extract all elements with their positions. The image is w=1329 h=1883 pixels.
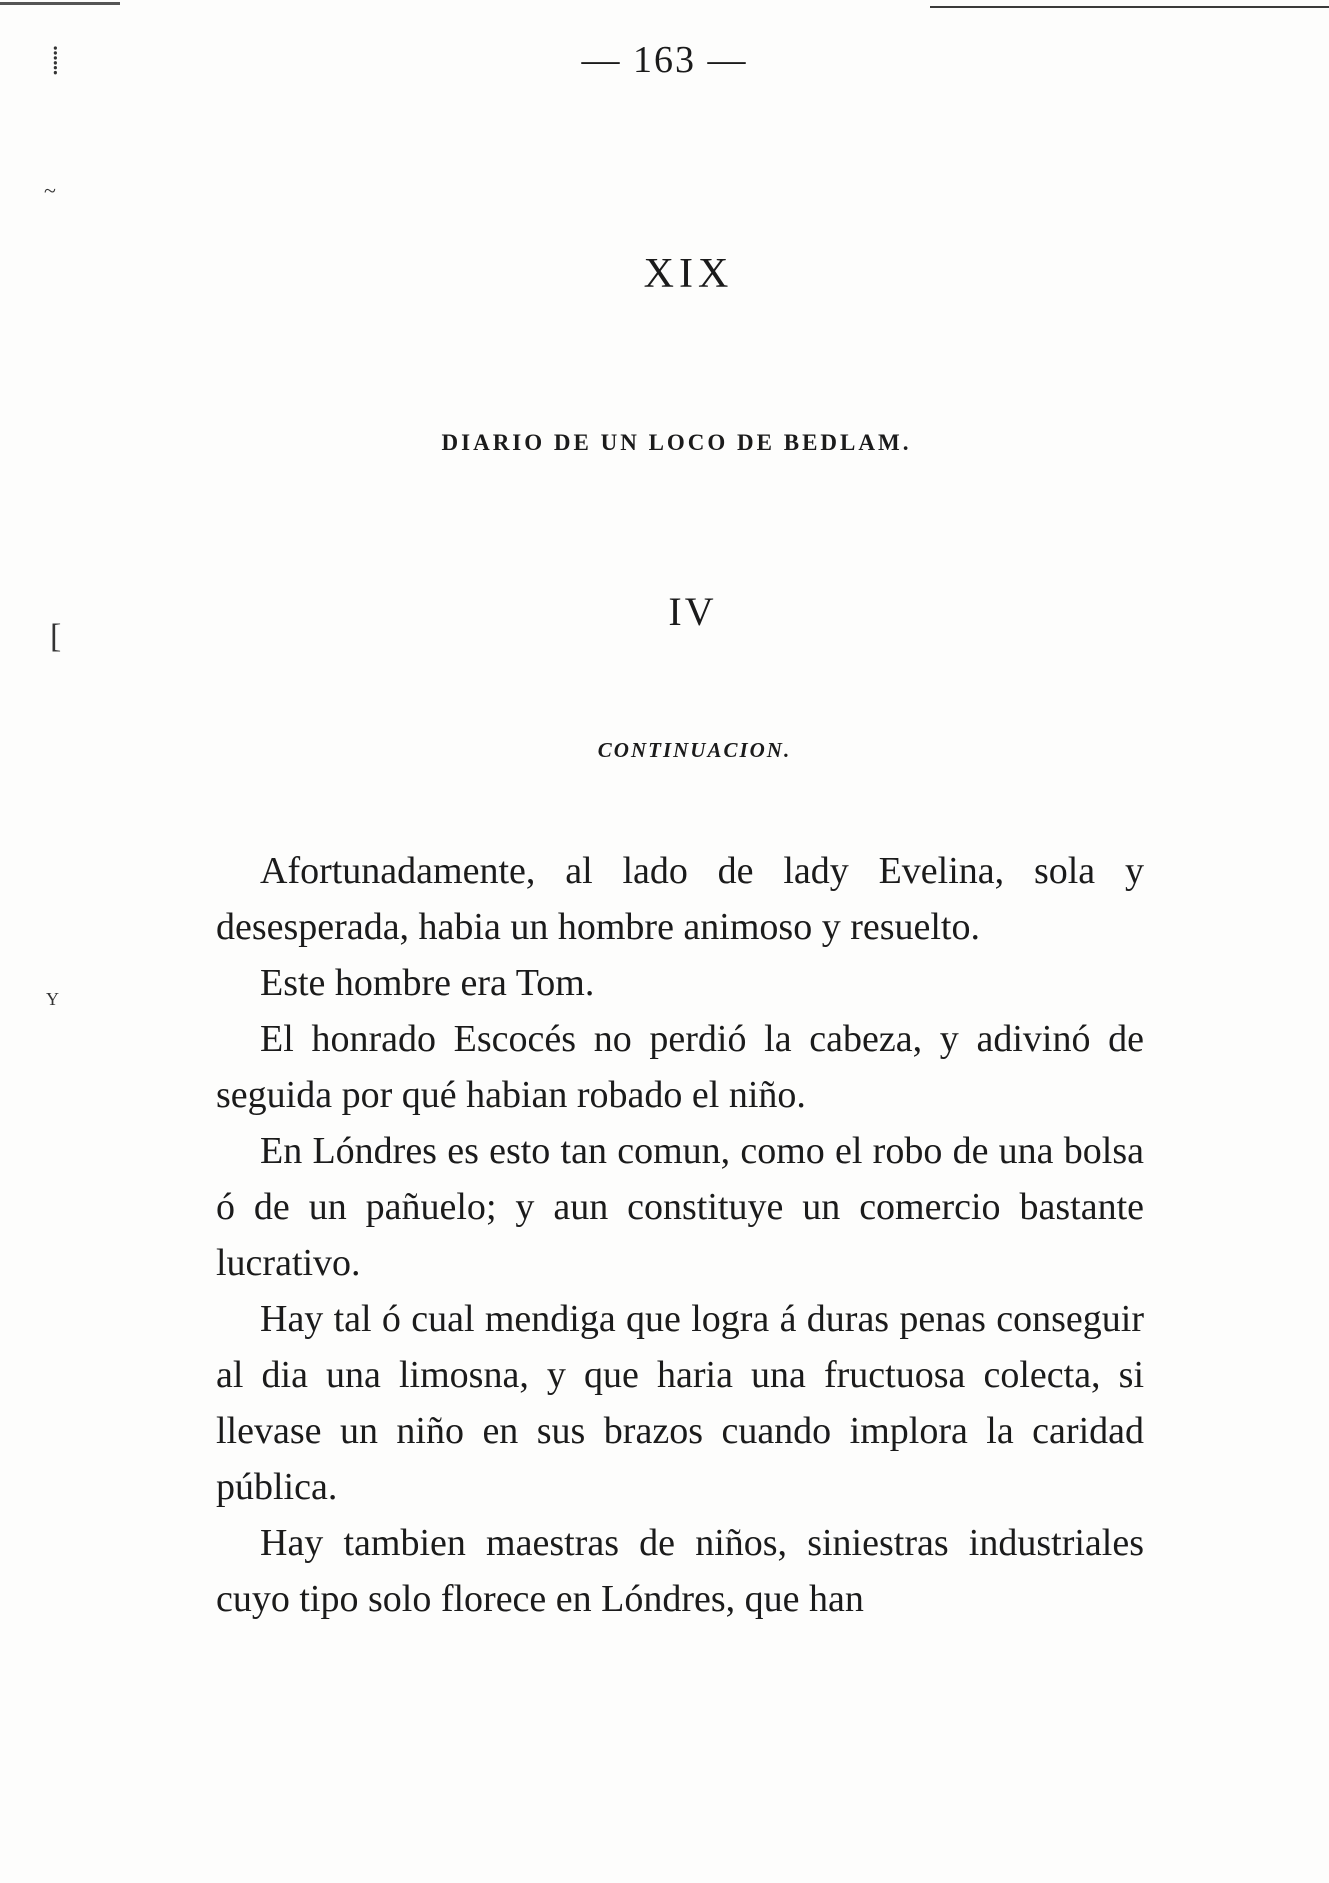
margin-speck-mark: ⸽	[52, 46, 59, 75]
paragraph: Hay tambien maestras de niños, siniestras industriales cuyo tipo solo florece en Lóndres, que han	[216, 1522, 1144, 1620]
paragraph: Este hombre era Tom.	[260, 962, 595, 1004]
scan-edge-rule	[930, 6, 1329, 8]
scan-edge-mark	[0, 2, 120, 5]
chapter-number: XIX	[643, 251, 734, 297]
paragraph: Hay tal ó cual mendiga que logra á duras penas conseguir al dia una limosna, y que haria una fructuosa colecta, si llevase un niño en sus brazos cuando implora la caridad pública.	[216, 1298, 1144, 1508]
paragraph: El honrado Escocés no perdió la cabeza, y adivinó de seguida por qué habian robado el niño.	[216, 1018, 1144, 1116]
margin-speck-mark: Y	[46, 989, 59, 1009]
section-title: CONTINUACION.	[597, 738, 792, 762]
margin-speck-mark: [	[50, 618, 62, 655]
body-text	[216, 843, 1144, 1627]
section-number: IV	[668, 589, 717, 634]
paragraph: Afortunadamente, al lado de lady Evelina, sola y desesperada, habia un hombre animoso y resuelto.	[216, 850, 1144, 948]
paragraph: En Lóndres es esto tan comun, como el robo de una bolsa ó de un pañuelo; y aun constituye un comercio bastante lucrativo.	[216, 1130, 1144, 1284]
chapter-title: DIARIO DE UN LOCO DE BEDLAM.	[441, 430, 912, 455]
page-number: — 163 —	[581, 39, 748, 81]
margin-speck-mark: ~	[44, 178, 56, 203]
